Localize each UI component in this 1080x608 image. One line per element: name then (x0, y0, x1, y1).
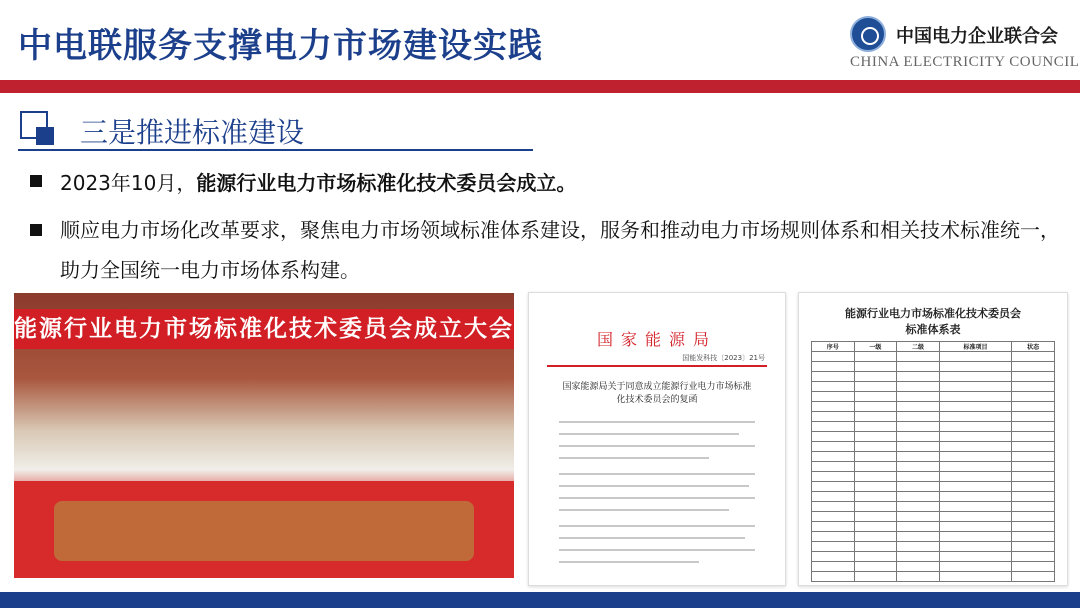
section-subtitle: 三是推进标准建设 (80, 116, 305, 149)
bullet-1 (60, 167, 576, 196)
table-header: 二级 (897, 342, 940, 352)
table-row (812, 482, 1055, 492)
table-row (812, 502, 1055, 512)
doc-text-line (559, 561, 699, 563)
table-row (812, 452, 1055, 462)
doc-text-line (559, 421, 755, 423)
bullet-square-icon (30, 175, 42, 187)
doc-text-line (559, 433, 739, 435)
table-header: 一级 (854, 342, 897, 352)
logo-chinese-name: 中国电力企业联合会 (896, 26, 1058, 47)
meeting-photo (14, 293, 514, 578)
table-row (812, 402, 1055, 412)
table-row (812, 392, 1055, 402)
table-row (812, 372, 1055, 382)
bullet-2: 顺应电力市场化改革要求，聚焦电力市场领域标准体系建设，服务和推动电力市场规则体系和相关技术标准统一，助力全国统一电力市场体系构建。 (60, 218, 1060, 282)
standards-table (811, 341, 1055, 582)
table-row (812, 412, 1055, 422)
header-red-bar (0, 80, 1080, 93)
section-underline (18, 149, 533, 151)
doc-text-line (559, 457, 709, 459)
cec-seal-icon (850, 16, 886, 52)
table-header: 序号 (812, 342, 855, 352)
table-row (812, 522, 1055, 532)
table-row (812, 362, 1055, 372)
doc-text-line (559, 509, 729, 511)
bullet-square-icon (30, 224, 42, 236)
conference-table (14, 481, 514, 578)
doc-text-line (559, 497, 755, 499)
table-row (812, 532, 1055, 542)
doc-heading: 国家能源局关于同意成立能源行业电力市场标准化技术委员会的复函 (562, 382, 752, 405)
cec-logo (850, 14, 1080, 74)
bullet-1-date: 2023年10月， (60, 171, 197, 195)
doc-text-line (559, 537, 745, 539)
table-row (812, 512, 1055, 522)
doc-issuer: 国家能源局 (596, 330, 717, 349)
table-row (812, 572, 1055, 582)
doc-text-line (559, 473, 755, 475)
table-row (812, 562, 1055, 572)
page-title: 中电联服务支撑电力市场建设实践 (18, 26, 543, 66)
table-header: 标准项目 (939, 342, 1012, 352)
table-row (812, 472, 1055, 482)
footer-blue-bar (0, 592, 1080, 608)
doc-number: 国能发科技〔2023〕21号 (682, 354, 765, 362)
table-row (812, 382, 1055, 392)
table-row (812, 462, 1055, 472)
table-doc-title-2: 标准体系表 (905, 323, 961, 336)
standards-system-table-document (798, 292, 1068, 586)
table-header: 状态 (1012, 342, 1055, 352)
doc-text-line (559, 549, 755, 551)
table-row (812, 542, 1055, 552)
table-row (812, 432, 1055, 442)
logo-english-name: CHINA ELECTRICITY COUNCIL (850, 54, 1080, 70)
doc-red-rule (547, 365, 767, 367)
table-row (812, 552, 1055, 562)
meeting-banner: 能源行业电力市场标准化技术委员会成立大会 (14, 309, 514, 349)
section-square-icon (20, 111, 54, 145)
table-row (812, 442, 1055, 452)
approval-letter-document (528, 292, 786, 586)
doc-text-line (559, 445, 755, 447)
doc-text-line (559, 485, 749, 487)
table-row (812, 492, 1055, 502)
doc-text-line (559, 525, 755, 527)
table-doc-title-1: 能源行业电力市场标准化技术委员会 (845, 307, 1021, 320)
bullet-1-emphasis: 能源行业电力市场标准化技术委员会成立。 (196, 171, 577, 195)
table-row (812, 422, 1055, 432)
table-row (812, 352, 1055, 362)
